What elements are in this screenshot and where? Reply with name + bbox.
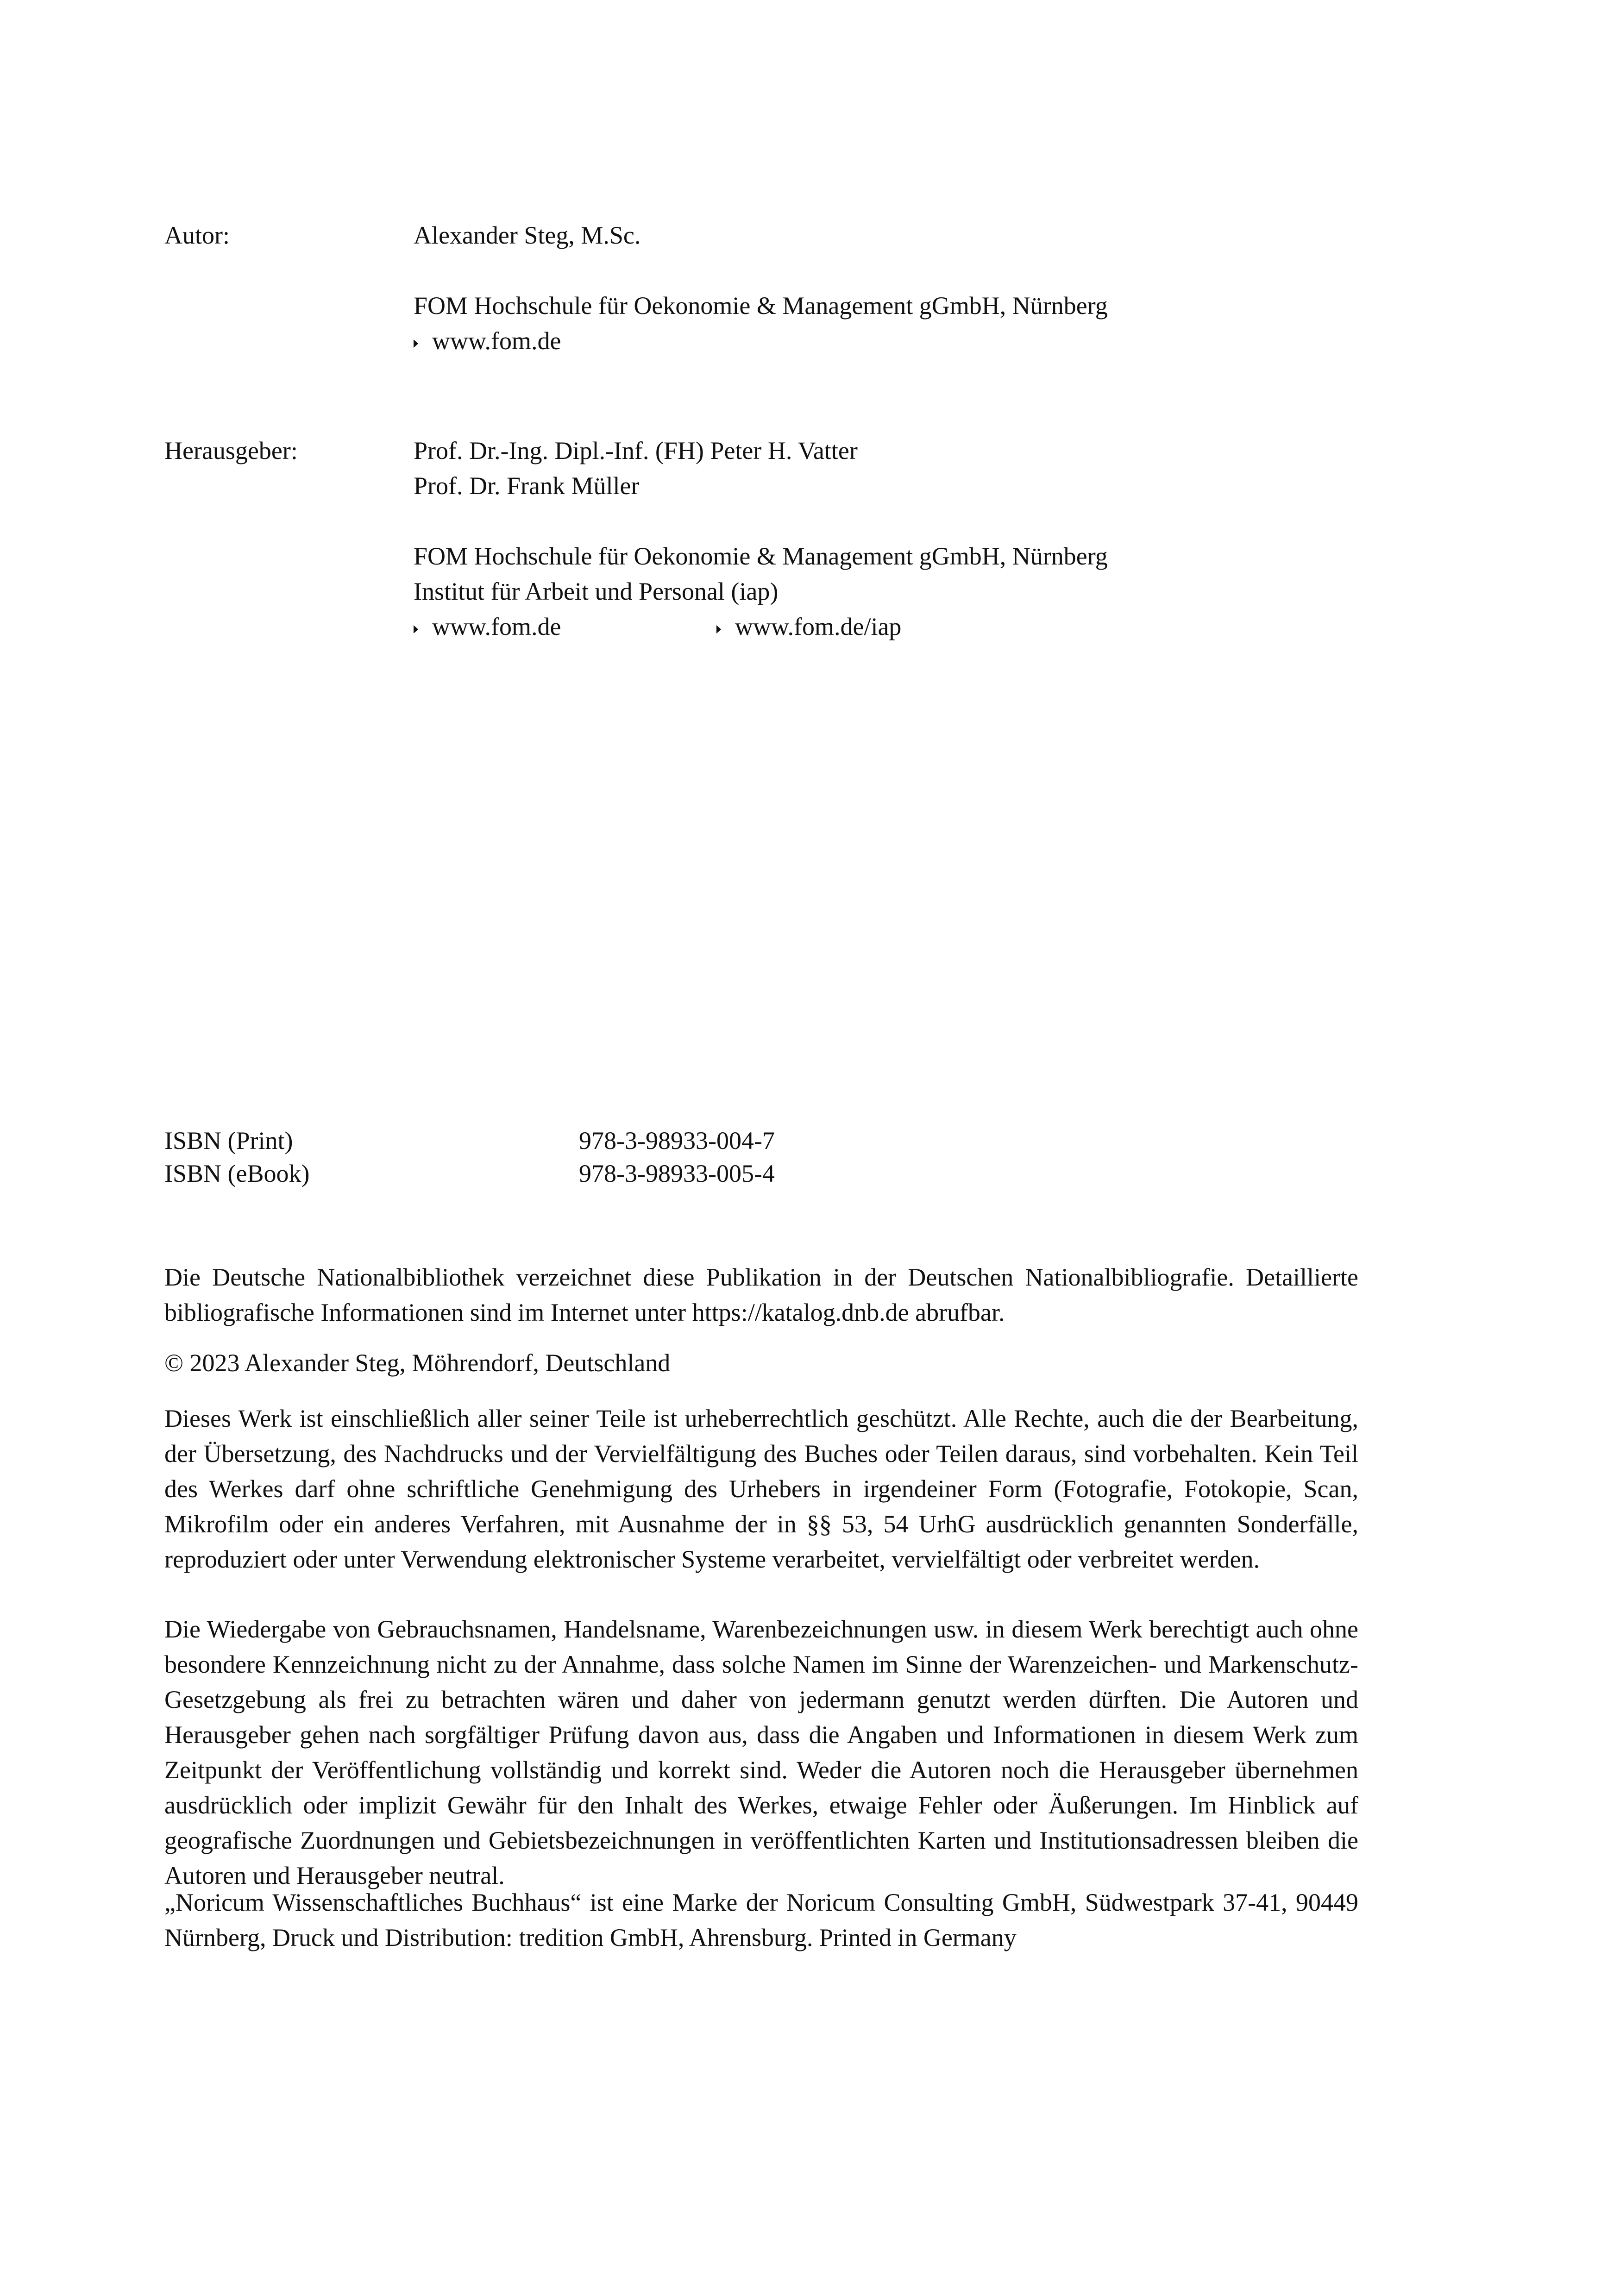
autor-block <box>414 218 1108 358</box>
dnb-text: Die Deutsche Nationalbibliothek verzeichnet diese Publikation in der Deutschen Nationalbibliografie. Detaillierte bibliografische Informationen sind im Internet unter https://katalog.dnb.de abrufbar. <box>164 1263 1358 1326</box>
autor-link-text: www.fom.de <box>432 327 561 355</box>
isbn-ebook-label: ISBN (eBook) <box>164 1160 310 1187</box>
autor-name: Alexander Steg, M.Sc. <box>414 221 641 249</box>
herausgeber-name-1: Prof. Dr.-Ing. Dipl.-Inf. (FH) Peter H. Vatter <box>414 437 858 464</box>
rights-paragraph <box>164 1401 1358 1577</box>
herausgeber-block <box>414 433 1108 644</box>
publisher-text: „Noricum Wissenschaftliches Buchhaus“ ist eine Marke der Noricum Consulting GmbH, Südwestpark 37-41, 90449 Nürnberg, Druck und Distribution: tredition GmbH, Ahrensburg. Printed in Germany <box>164 1888 1358 1951</box>
copyright-line <box>164 1345 1358 1380</box>
isbn-print-value: 978-3-98933-004-7 <box>579 1127 775 1154</box>
herausgeber-links-row <box>414 609 1108 644</box>
herausgeber-link-1-text: www.fom.de <box>432 613 561 640</box>
arrow-right-icon <box>414 339 418 348</box>
publisher-paragraph <box>164 1885 1358 1955</box>
herausgeber-link-2[interactable] <box>716 609 901 644</box>
isbn-print-label: ISBN (Print) <box>164 1127 293 1154</box>
herausgeber-link-1[interactable] <box>414 609 716 644</box>
arrow-right-icon <box>414 625 418 634</box>
isbn-ebook-value: 978-3-98933-005-4 <box>579 1160 775 1187</box>
herausgeber-link-2-text: www.fom.de/iap <box>735 613 902 640</box>
rights-text: Dieses Werk ist einschließlich aller seiner Teile ist urheberrechtlich geschützt. Alle Rechte, auch die der Bearbeitung, der Übersetzung, des Nachdrucks und der Vervielfältigung des Buches oder Teilen daraus, sind vorbehalten. Kein Teil des Werkes darf ohne schriftliche Genehmigung des Urhebers in irgendeiner Form (Fotografie, Fotokopie, Scan, Mikrofilm oder ein anderes Verfahren, mit Ausnahme der in §§ 53, 54 UrhG ausdrücklich genannten Sonderfälle, reproduziert oder unter Verwendung elektronischer Systeme verarbeitet, vervielfältigt oder verbreitet werden. <box>164 1405 1358 1573</box>
autor-link[interactable] <box>414 323 561 358</box>
herausgeber-label: Herausgeber: <box>164 437 298 464</box>
dnb-paragraph <box>164 1260 1358 1330</box>
herausgeber-institution: FOM Hochschule für Oekonomie & Management gGmbH, Nürnberg <box>414 542 1108 570</box>
autor-link-row <box>414 323 1108 358</box>
copyright-text: © 2023 Alexander Steg, Möhrendorf, Deutschland <box>164 1349 671 1377</box>
trademarks-text: Die Wiedergabe von Gebrauchsnamen, Handelsname, Warenbezeichnungen usw. in diesem Werk berechtigt auch ohne besondere Kennzeichnung nicht zu der Annahme, dass solche Namen im Sinne der Warenzeichen- und Markenschutz-Gesetzgebung als frei zu betrachten wären und daher von jedermann genutzt werden dürften. Die Autoren und Herausgeber gehen nach sorgfältiger Prüfung davon aus, dass die Angaben und Informationen in diesem Werk zum Zeitpunkt der Veröffentlichung vollständig und korrekt sind. Weder die Autoren noch die Herausgeber übernehmen ausdrücklich oder implizit Gewähr für den Inhalt des Werkes, etwaige Fehler oder Äußerungen. Im Hinblick auf geografische Zuordnungen und Gebietsbezeichnungen in veröffentlichten Karten und Institutionsadressen bleiben die Autoren und Herausgeber neutral. <box>164 1615 1358 1889</box>
arrow-right-icon <box>716 625 721 634</box>
herausgeber-institute: Institut für Arbeit und Personal (iap) <box>414 577 779 605</box>
herausgeber-name-2: Prof. Dr. Frank Müller <box>414 472 640 500</box>
trademarks-paragraph <box>164 1612 1358 1893</box>
autor-label: Autor: <box>164 221 230 249</box>
autor-institution: FOM Hochschule für Oekonomie & Management gGmbH, Nürnberg <box>414 292 1108 320</box>
